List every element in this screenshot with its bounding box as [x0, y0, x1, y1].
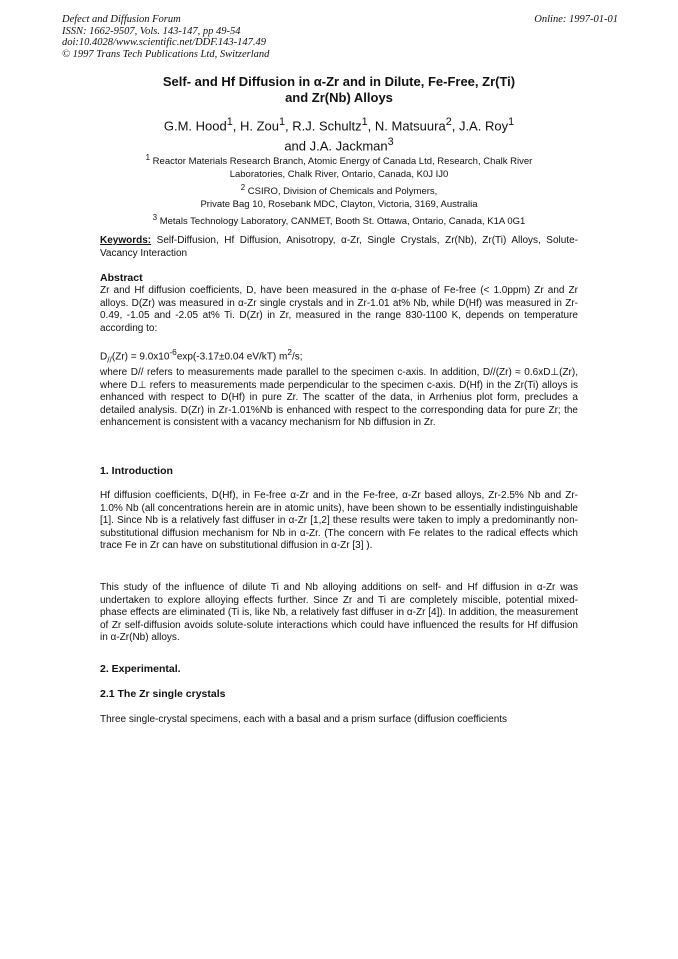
issn-line: ISSN: 1662-9507, Vols. 143-147, pp 49-54: [62, 25, 241, 37]
affiliation-3: [100, 212, 578, 229]
author-name: , R.J. Schultz: [285, 118, 362, 134]
online-date: Online: 1997-01-01: [534, 14, 618, 25]
author-affil-mark: 1: [361, 116, 368, 128]
affil-number: 1: [145, 153, 151, 162]
author-name: G.M. Hood: [163, 118, 227, 134]
abstract-equation: [100, 346, 578, 366]
author-name: , H. Zou: [232, 118, 280, 134]
equation-superscript: 2: [287, 347, 292, 357]
affil-text: Private Bag 10, Rosebank MDC, Clayton, Victoria, 3169, Australia: [200, 198, 478, 210]
equation-part: D: [100, 351, 108, 363]
journal-name: Defect and Diffusion Forum: [62, 14, 181, 25]
affil-text: CSIRO, Division of Chemicals and Polymers,: [245, 186, 438, 198]
keywords-label: Keywords:: [100, 235, 152, 246]
experimental-paragraph-1: Three single-crystal specimens, each with a basal and a prism surface (diffusion coefficients: [100, 714, 508, 725]
affiliation-1: [100, 152, 578, 181]
paper-title: [100, 74, 578, 106]
affil-text: Laboratories, Chalk River, Ontario, Canada, K0J IJ0: [229, 168, 449, 180]
affiliation-2: [100, 182, 578, 211]
equation-part: exp(-3.17±0.04 eV/kT) m: [176, 351, 288, 363]
affil-number: 2: [240, 183, 246, 192]
author-list: [100, 114, 578, 155]
author-affil-mark: 3: [387, 136, 394, 149]
title-line-1: Self- and Hf Diffusion in α-Zr and in Dilute, Fe-Free, Zr(Ti): [162, 74, 516, 89]
equation-superscript: -6: [169, 347, 177, 357]
equation-part: /s;: [292, 351, 303, 363]
affil-number: 3: [152, 213, 158, 222]
author-name: , J.A. Roy: [451, 118, 509, 134]
author-affil-mark: 1: [508, 116, 515, 128]
keywords-block: [100, 235, 578, 260]
affil-text: Reactor Materials Research Branch, Atomic Energy of Canada Ltd, Research, Chalk River: [150, 156, 533, 168]
affil-text: Metals Technology Laboratory, CANMET, Booth St. Ottawa, Ontario, Canada, K1A 0G1: [157, 216, 526, 228]
doi-line: doi:10.4028/www.scientific.net/DDF.143-147.49: [62, 37, 267, 48]
equation-subscript: //: [107, 354, 112, 365]
section-2-heading: 2. Experimental.: [100, 663, 181, 675]
section-2-1-heading: 2.1 The Zr single crystals: [100, 688, 226, 700]
page-header: [62, 14, 618, 60]
copyright-line: © 1997 Trans Tech Publications Ltd, Switzerland: [62, 48, 270, 60]
author-name: , N. Matsuura: [367, 118, 446, 134]
abstract-paragraph-2: where D// refers to measurements made parallel to the specimen c-axis. In addition, D//(Zr) ≈ 0.6xD⊥(Zr), where D⊥ refers to measurements made perpendicular to the specimen c-axis. D(Hf) in the Zr(Ti) alloys is enhanced with respect to D(Hf) in pure Zr. The scatter of the data, in Arrhenius plot form, precludes a detailed analysis. D(Zr) in Zr-1.01%Nb is enhanced with respect to the corresponding data for pure Zr; the enhancement is consistent with a vacancy mechanism for Nb diffusion in Zr.: [100, 367, 578, 428]
intro-paragraph-1: Hf diffusion coefficients, D(Hf), in Fe-free α-Zr and in the Fe-free, α-Zr based alloys, Zr-2.5% Nb and Zr-1.0% Nb (all concentrations herein are in atomic units), have been shown to be essentially indistinguishable [1]. Since Nb is a relatively fast diffuser in α-Zr [1,2] these results were taken to imply a predominantly non-substitutional diffusion mechanism for Nb in α-Zr. (The concern with Fe relates to the radical effects which trace Fe in Zr can have on substitutional diffusion in α-Zr [3] ).: [100, 490, 578, 551]
author-affil-mark: 1: [226, 116, 233, 128]
section-1-heading: 1. Introduction: [100, 465, 173, 477]
equation-part: (Zr) = 9.0x10: [111, 351, 170, 363]
author-name: and J.A. Jackman: [284, 138, 388, 154]
abstract-paragraph-1: Zr and Hf diffusion coefficients, D, have been measured in the α-phase of Fe-free (< 1.0ppm) Zr and Zr alloys. D(Zr) was measured in α-Zr single crystals and in Zr-1.01 at% Nb, while D(Hf) was measured in Zr-0.49, -1.05 and -2.05 at% Ti. D(Zr) in Zr, measured in the range 830-1100 K, depends on temperature according to:: [100, 285, 578, 334]
intro-paragraph-2: This study of the influence of dilute Ti and Nb alloying additions on self- and Hf diffusion in α-Zr was undertaken to explore alloying effects further. Since Zr and Ti are completely miscible, potential mixed-phase effects are eliminated (Ti is, like Nb, a relatively fast diffuser in α-Zr [4]). In addition, the measurement of Zr self-diffusion avoids solute-solute interactions which could have influenced the results for Hf diffusion in α-Zr(Nb) alloys.: [100, 582, 578, 643]
title-line-2: and Zr(Nb) Alloys: [285, 90, 393, 105]
abstract-heading: Abstract: [100, 272, 143, 284]
author-affil-mark: 2: [445, 116, 452, 128]
authors-line-1: [100, 114, 578, 134]
keywords-text: Self-Diffusion, Hf Diffusion, Anisotropy, α-Zr, Single Crystals, Zr(Nb), Zr(Ti) Alloys, Solute-Vacancy Interaction: [100, 235, 578, 259]
author-affil-mark: 1: [279, 116, 286, 128]
